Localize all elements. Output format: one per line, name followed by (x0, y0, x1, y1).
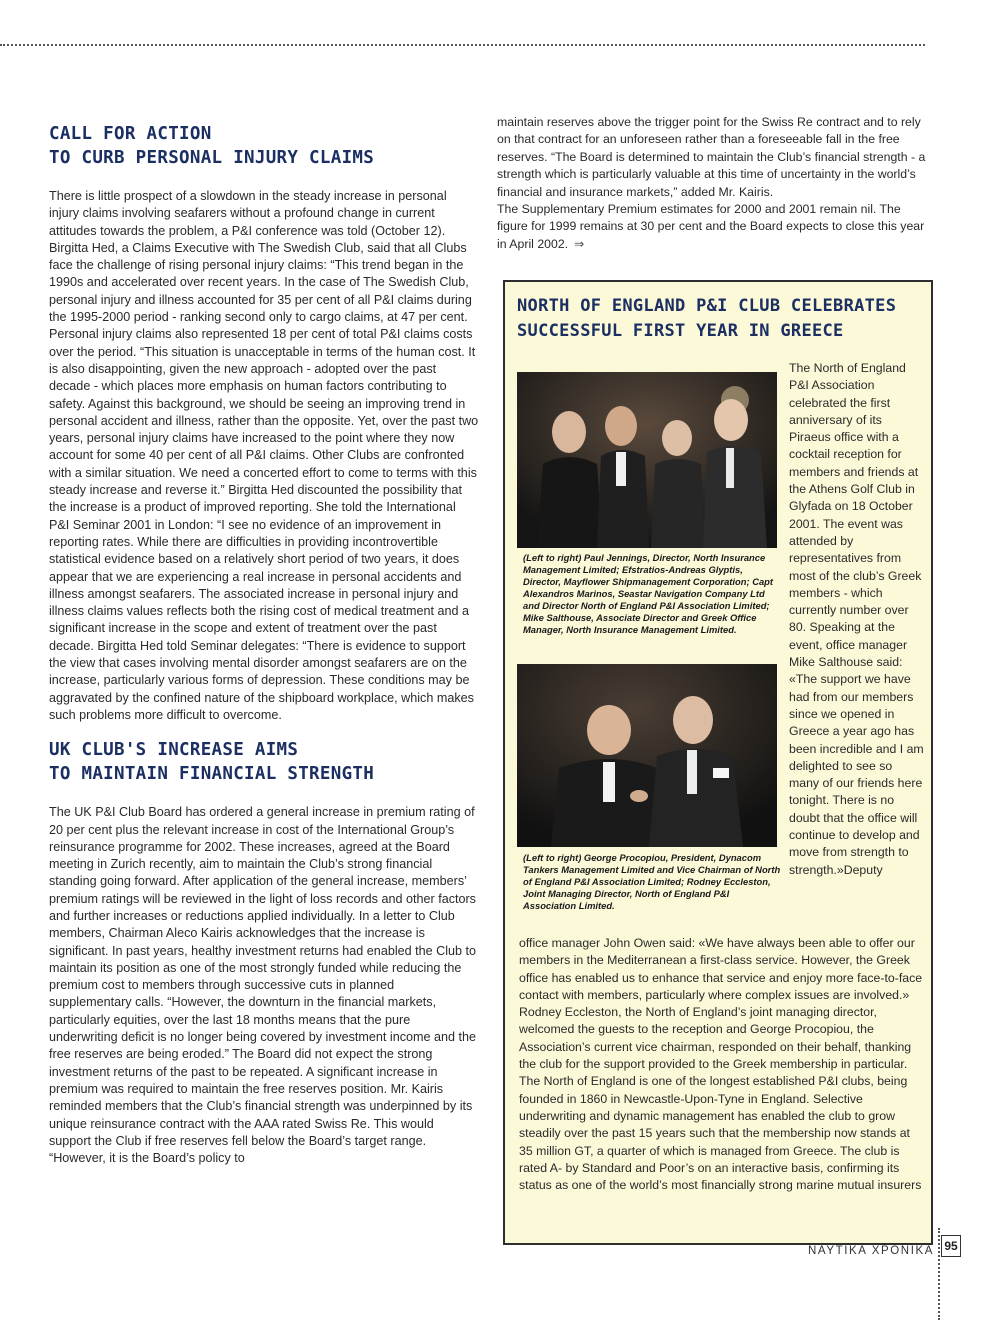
supplementary-text: The Supplementary Premium estimates for 2000 and 2001 remain nil. The figure for 1999 remains at 30 per cent and the Board expects to close this year in April 2002. (497, 202, 925, 251)
north-of-england-feature-box (503, 280, 933, 1245)
title-line: CALL FOR ACTION (49, 124, 212, 144)
article-call-for-action-body: There is little prospect of a slowdown in the steady increase in personal injury claims involving seafarers without a profound change in current attitudes towards the problem, a P&I conference was told (October 12). Birgitta Hed, a Claims Executive with The Swedish Club, said that all Clubs face the challenge of rising personal injury claims: “This trend began in the 1990s and accelerated over recent years. In the case of The Swedish Club, personal injury and illness accounted for 35 per cent of all P&I claims during the 1995-2000 period - ranking second only to cargo claims, at 47 per cent. Personal injury claims also represented 18 per cent of total P&I claims costs over the period. “This situation is unacceptable in terms of the human cost. It is also disappointing, given the new approach - adopted over the past decade - which places more emphasis on human factors contributing to safety. Against this background, we should be seeing an improving trend in personal accident and illness, rather than the opposite. Yet, over the past two years, personal injury claims have increased to the point where they now account for some 40 per cent of all P&I claims. Other Clubs are confronted with a similar situation. We need a concerted effort to come to terms with this steady increase and reverse it.” Birgitta Hed discounted the possibility that the increase is a product of improved reporting. She told the International P&I Seminar 2001 in London: “I see no evidence of an improvement in reporting rates. While there are difficulties in providing incontrovertible statistical evidence based on a relatively short period of two years, it does appear that we are experiencing a real increase in personal accidents and illness amongst seafarers. The associated increase in personal injury and illness claims values reflects both the rising cost of medical treatment and a significant increase in the scope and extent of treatment over the past decade. Birgitta Hed told Seminar delegates: “There is evidence to support the view that cases involving mental disorder amongst seafarers are on the increase, particularly various forms of depression. These conditions may be aggravated by the confined nature of the shipboard workplace, which makes such problems more difficult to overcome. (49, 189, 479, 722)
title-line: SUCCESSFUL FIRST YEAR IN GREECE (517, 321, 844, 341)
title-line: TO MAINTAIN FINANCIAL STRENGTH (49, 764, 375, 785)
article-uk-club-body: The UK P&I Club Board has ordered a general increase in premium rating of 20 per cent plus the relevant increase in cost of the International Group’s reinsurance programme for 2002. These increases, agreed at the Board meeting in Zurich recently, aim to maintain the Club’s strong financial standing going forward. After application of the general increase, members’ premium ratings will be reviewed in the light of loss records and other factors and further increases or reductions applied individually. In a letter to Club members, Chairman Aleco Kairis acknowledges that the increase is significant. In past years, healthy investment returns had enabled the Club to maintain its position as one of the most strongly funded while reducing the premium cost to members through successive cuts in planned supplementary calls. “However, the downturn in the financial markets, particularly equities, over the last 18 months means that the pure underwriting deficit is no longer being covered by investment income and the free reserves are being eroded.” The Board did not expect the strong investment returns of the past to be repeated. A significant increase in premium was required to maintain the free reserves position. Mr. Kairis reminded members that the Club’s financial strength was underpinned by its unique reinsurance contract with the AAA rated Swiss Re. This would support the Club if free reserves fell below the Board’s target range. “However, it is the Board’s policy to (49, 805, 477, 1166)
photo-group-of-four-men (517, 372, 777, 548)
title-line: UK CLUB'S INCREASE AIMS (49, 740, 299, 761)
article-end-mark-icon: ⇒ (574, 236, 585, 251)
photo-1-caption: (Left to right) Paul Jennings, Director, North Insurance Management Limited; Efstratios-Andreas Glyptis, Director, Mayflower Shipmanagement Corporation; Capt Alexandros Marinos, Seastar Navigation Company Ltd and Director North of England P&I Association Limited; Mike Salthouse, Associate Director and Greek Office Manager, North Insurance Management Limited. (523, 552, 774, 635)
photo-2-caption: (Left to right) George Procopiou, President, Dynacom Tankers Management Limited and Vice Chairman of North of England P&I Association Limited; Rodney Eccleston, Joint Managing Director, North of England P&I Association Limited. (523, 852, 781, 911)
feature-side-text: The North of England P&I Association celebrated the first anniversary of its Piraeus office with a cocktail reception for members and friends at the Athens Golf Club in Glyfada on 18 October 2001. The event was attended by representatives from most of the club’s Greek members - which currently number over 80. Speaking at the event, office manager Mike Salthouse said: «The support we have had from our members since we opened in Greece a year ago has been incredible and I am delighted to see so many of our friends here tonight. There is no doubt that the office will continue to develop and move from strength to strength.»Deputy (789, 361, 924, 877)
reception-photo-2 (517, 664, 777, 847)
top-dotted-rule (0, 44, 925, 46)
feature-body-text: office manager John Owen said: «We have always been able to offer our members in the Mediterranean a first-class service. However, the Greek office has enabled us to enhance that service and enjoy more face-to-face contact with members, particularly where complex issues are involved.» Rodney Eccleston, the North of England’s joint managing director, welcomed the guests to the reception and George Procopiou, the Association’s current vice chairman, responded on their behalf, thanking the club for the support provided to the Greek membership in particular. The North of England is one of the longest established P&I clubs, being founded in 1860 in Newcastle-Upon-Tyne in England. Selective underwriting and dynamic management has enabled the club to grow steadily over the past 15 years such that the membership now stands at 35 million GT, a quarter of which is managed from Greece. The club is rated A- by Standard and Poor’s on an interactive basis, confirming its status as one of the world’s most financially strong marine mutual insurers (519, 936, 923, 1193)
uk-club-continued-paragraph: maintain reserves above the trigger point for the Swiss Re contract and to rely on that contract for an unforeseen rather than a foreseeable fall in the free reserves. “The Board is determined to maintain the Club’s financial strength - a strength which is particularly valuable at this time of uncertainty in the world’s financial and insurance markets,” added Mr. Kairis. (497, 115, 926, 199)
right-column-continuation (497, 114, 933, 253)
title-line: NORTH OF ENGLAND P&I CLUB CELEBRATES (517, 296, 897, 316)
feature-title (517, 294, 917, 344)
footer-dotted-rule (938, 1228, 940, 1320)
title-line: TO CURB PERSONAL INJURY CLAIMS (49, 148, 375, 168)
page-number: 95 (941, 1235, 961, 1257)
article-call-for-action-title (49, 122, 479, 170)
article-uk-club-title (49, 738, 479, 786)
left-column (49, 122, 479, 1167)
uk-club-supplementary-paragraph (497, 201, 933, 253)
photo-two-men-talking (517, 664, 777, 847)
magazine-name: ΝΑΥΤΙΚΑ ΧΡΟΝΙΚΑ (808, 1245, 935, 1257)
reception-photo-1 (517, 372, 777, 548)
